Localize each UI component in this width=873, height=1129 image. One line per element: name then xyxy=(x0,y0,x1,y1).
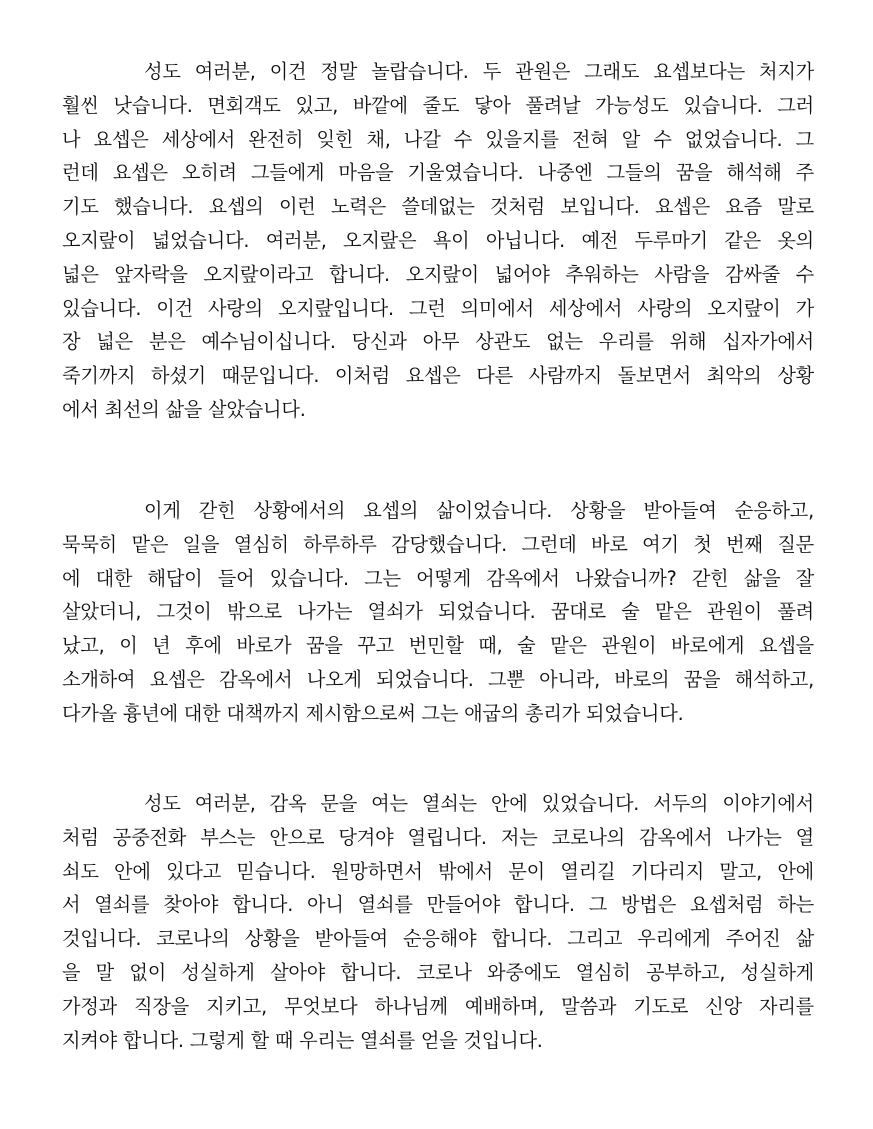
text-line: 을 말 없이 성실하게 살아야 합니다. 코로나 와중에도 열심히 공부하고, 성실하게 xyxy=(62,960,814,984)
text-line: 오지랖이 넓었습니다. 여러분, 오지랖은 욕이 아닙니다. 예전 두루마기 같은 옷의 xyxy=(62,228,814,252)
text-line: 살았더니, 그것이 밖으로 나가는 열쇠가 되었습니다. 꿈대로 술 맡은 관원이 풀려 xyxy=(62,600,814,624)
text-line: 에서 최선의 삶을 살았습니다. xyxy=(62,397,306,421)
text-line: 다가올 흉년에 대한 대책까지 제시함으로써 그는 애굽의 총리가 되었습니다. xyxy=(62,701,684,725)
text-line: 쇠도 안에 있다고 믿습니다. 원망하면서 밖에서 문이 열리길 기다리지 말고, 안에 xyxy=(62,859,814,883)
paragraph-1 xyxy=(62,55,814,427)
text-line: 장 넓은 분은 예수님이십니다. 당신과 아무 상관도 없는 우리를 위해 십자가에서 xyxy=(62,330,814,354)
text-line: 지켜야 합니다. 그렇게 할 때 우리는 열쇠를 얻을 것입니다. xyxy=(62,1028,543,1052)
text-line: 성도 여러분, 감옥 문을 여는 열쇠는 안에 있었습니다. 서두의 이야기에서 xyxy=(144,792,814,815)
text-line: 소개하여 요셉은 감옥에서 나오게 되었습니다. 그뿐 아니라, 바로의 꿈을 해석하고, xyxy=(62,667,814,691)
text-line: 런데 요셉은 오히려 그들에게 마음을 기울였습니다. 나중엔 그들의 꿈을 해석해 주 xyxy=(62,161,814,185)
text-line: 죽기까지 하셨기 때문입니다. 이처럼 요셉은 다른 사람까지 돌보면서 최악의 상황 xyxy=(62,364,814,388)
text-line: 넓은 앞자락을 오지랖이라고 합니다. 오지랖이 넓어야 추워하는 사람을 감싸줄 수 xyxy=(62,262,814,286)
text-line: 이게 갇힌 상황에서의 요셉의 삶이었습니다. 상황을 받아들여 순응하고, xyxy=(144,499,814,522)
text-line: 가정과 직장을 지키고, 무엇보다 하나님께 예배하며, 말씀과 기도로 신앙 자리를 xyxy=(62,994,814,1018)
text-line: 에 대한 해답이 들어 있습니다. 그는 어떻게 감옥에서 나왔습니까? 갇힌 삶을 잘 xyxy=(62,566,814,590)
text-line: 서 열쇠를 찾아야 합니다. 아니 열쇠를 만들어야 합니다. 그 방법은 요셉처럼 하는 xyxy=(62,893,814,917)
text-line: 나 요셉은 세상에서 완전히 잊힌 채, 나갈 수 있을지를 전혀 알 수 없었습니다. 그 xyxy=(62,127,814,151)
paragraph-3 xyxy=(62,787,814,1057)
paragraph-2 xyxy=(62,494,814,731)
text-line: 훨씬 낫습니다. 면회객도 있고, 바깥에 줄도 닿아 풀려날 가능성도 있습니다. 그러 xyxy=(62,93,814,117)
text-line: 묵묵히 맡은 일을 열심히 하루하루 감당했습니다. 그런데 바로 여기 첫 번째 질문 xyxy=(62,532,814,556)
text-line: 것입니다. 코로나의 상황을 받아들여 순응해야 합니다. 그리고 우리에게 주어진 삶 xyxy=(62,927,814,951)
text-line: 기도 했습니다. 요셉의 이런 노력은 쓸데없는 것처럼 보입니다. 요셉은 요즘 말로 xyxy=(62,195,814,219)
text-line: 있습니다. 이건 사랑의 오지랖입니다. 그런 의미에서 세상에서 사랑의 오지랖이 가 xyxy=(62,296,814,320)
text-line: 났고, 이 년 후에 바로가 꿈을 꾸고 번민할 때, 술 맡은 관원이 바로에게 요셉을 xyxy=(62,634,814,658)
text-line: 성도 여러분, 이건 정말 놀랍습니다. 두 관원은 그래도 요셉보다는 처지가 xyxy=(144,60,814,83)
text-line: 처럼 공중전화 부스는 안으로 당겨야 열립니다. 저는 코로나의 감옥에서 나가는 열 xyxy=(62,825,814,849)
